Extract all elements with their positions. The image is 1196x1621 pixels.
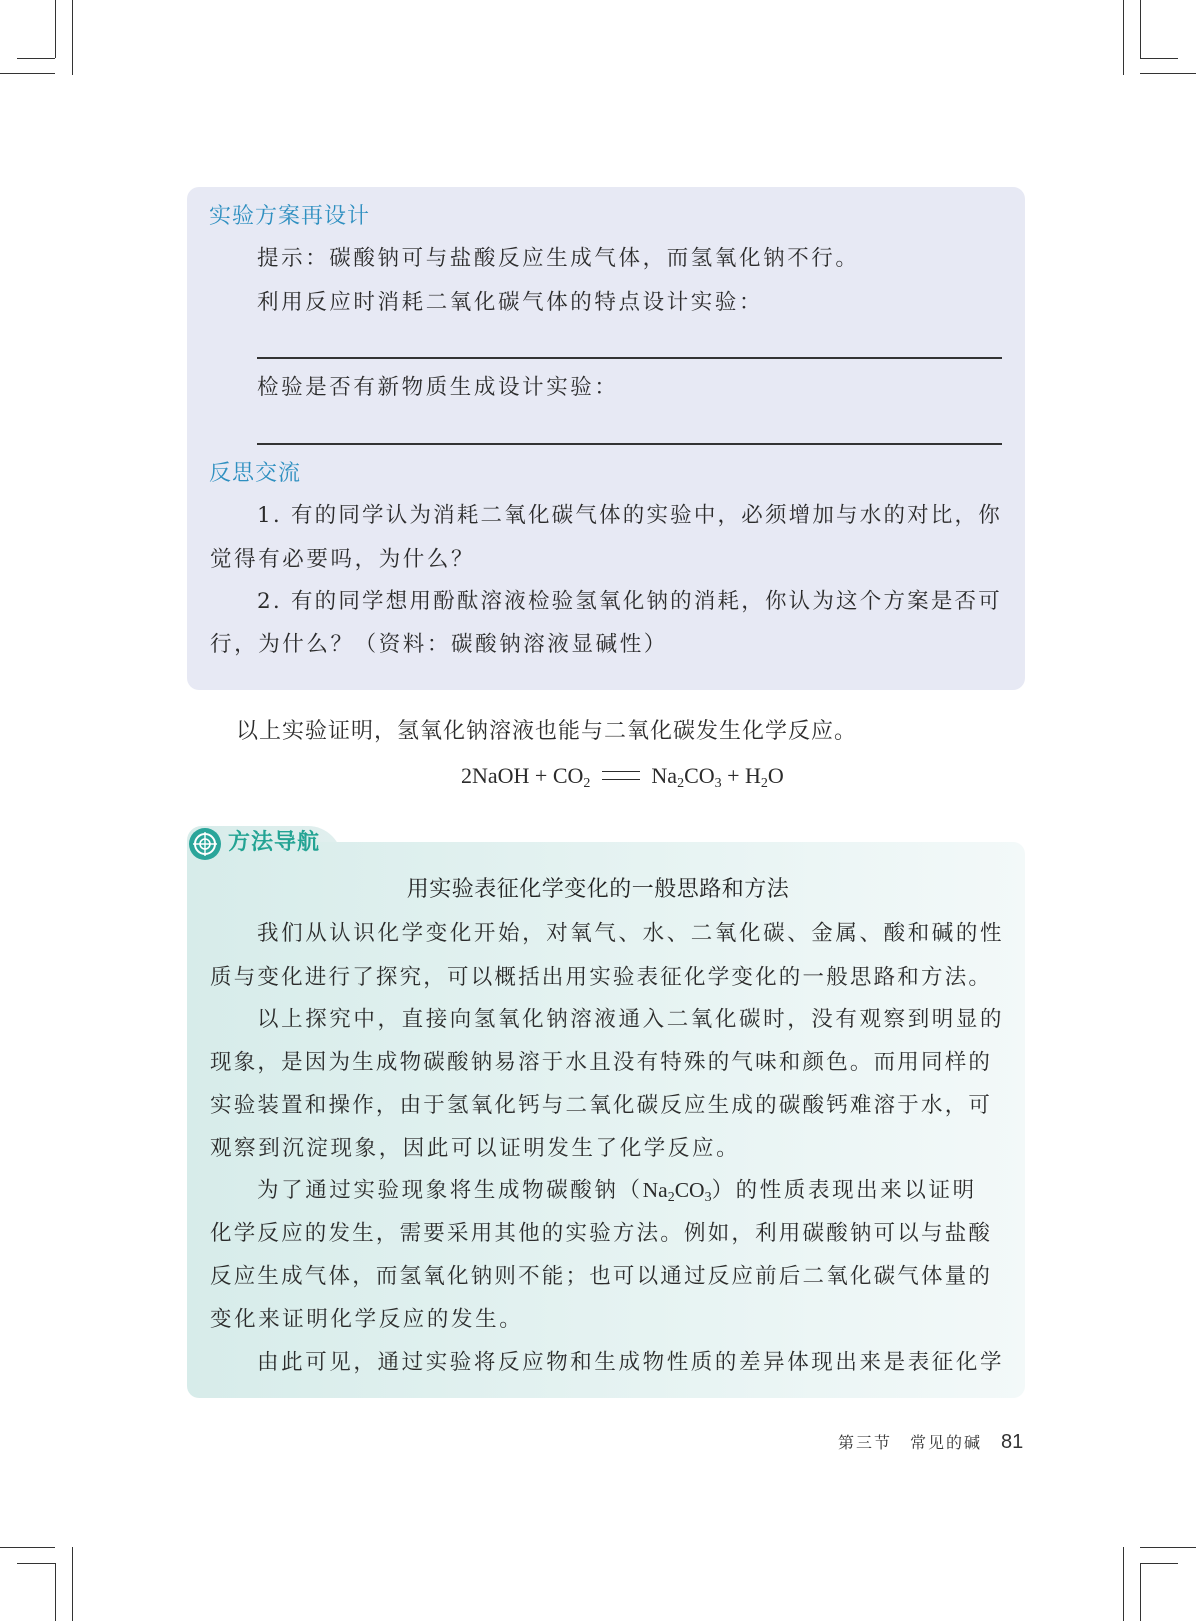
- question-1-line-2: 觉得有必要吗，为什么？: [210, 547, 476, 572]
- method-paragraph-line: 以上探究中，直接向氢氧化钠溶液通入二氧化碳时，没有观察到明显的: [257, 1007, 1005, 1032]
- question-2-line-1: 2. 有的同学想用酚酞溶液检验氢氧化钠的消耗，你认为这个方案是否可: [257, 589, 1002, 614]
- method-paragraph-line: [257, 1180, 977, 1205]
- formula-sub: 3: [704, 1190, 712, 1205]
- paragraph-fragment: 为了通过实验现象将生成物碳酸钠（: [257, 1178, 643, 1203]
- crop-mark: [1140, 1563, 1141, 1621]
- equation-sub: 3: [714, 776, 722, 791]
- crop-mark: [72, 1547, 73, 1621]
- equation-lhs: 2NaOH + CO: [461, 763, 584, 788]
- method-paragraph-line: 实验装置和操作，由于氢氧化钙与二氧化碳反应生成的碳酸钙难溶于水，可: [210, 1093, 993, 1118]
- equation-rhs-o: O: [767, 763, 784, 788]
- conclusion-text: 以上实验证明，氢氧化钠溶液也能与二氧化碳发生化学反应。: [236, 719, 858, 744]
- crop-mark: [0, 1547, 55, 1548]
- method-paragraph-line: 变化来证明化学反应的发生。: [210, 1307, 524, 1332]
- sodium-carbonate-formula: [642, 1178, 712, 1205]
- question-1-line-1: 1. 有的同学认为消耗二氧化碳气体的实验中，必须增加与水的对比，你: [257, 503, 1002, 528]
- page-number: 81: [1001, 1431, 1024, 1453]
- equation-sub: 2: [583, 776, 591, 791]
- chemical-equation: [461, 763, 784, 792]
- method-paragraph-line: 观察到沉淀现象，因此可以证明发生了化学反应。: [210, 1136, 741, 1161]
- compass-icon-graphic: [189, 828, 221, 860]
- crop-mark: [1140, 1547, 1196, 1548]
- equation-sub: 2: [677, 776, 685, 791]
- hint-text: 提示：碳酸钠可与盐酸反应生成气体，而氢氧化钠不行。: [257, 246, 860, 271]
- equation-sub: 2: [760, 776, 768, 791]
- question-2-line-2: 行，为什么？（资料：碳酸钠溶液显碱性）: [210, 632, 668, 657]
- crop-mark: [17, 1563, 55, 1564]
- method-paragraph-line: 现象，是因为生成物碳酸钠易溶于水且没有特殊的气味和颜色。而用同样的: [210, 1050, 993, 1075]
- reflect-title: 反思交流: [209, 461, 302, 486]
- equation-rhs-h: + H: [721, 763, 761, 788]
- method-paragraph-line: 由此可见，通过实验将反应物和生成物性质的差异体现出来是表征化学: [257, 1350, 1005, 1375]
- formula-sub: 2: [667, 1190, 675, 1205]
- section-footer: 第三节 常见的碱: [838, 1433, 983, 1452]
- formula-part: CO: [674, 1178, 705, 1202]
- crop-mark: [72, 0, 73, 75]
- crop-mark: [1140, 0, 1141, 58]
- method-paragraph-line: 质与变化进行了探究，可以概括出用实验表征化学变化的一般思路和方法。: [210, 965, 993, 990]
- crop-mark: [55, 1563, 56, 1621]
- crop-mark: [1123, 0, 1124, 75]
- crop-mark: [1140, 73, 1196, 74]
- compass-icon: [189, 828, 221, 860]
- method-paragraph-line: 我们从认识化学变化开始，对氧气、水、二氧化碳、金属、酸和碱的性: [257, 921, 1005, 946]
- equation-rhs-co: CO: [684, 763, 715, 788]
- crop-mark: [0, 73, 55, 74]
- crop-mark: [1140, 1563, 1178, 1564]
- design-prompt-2: 检验是否有新物质生成设计实验：: [257, 375, 619, 400]
- redesign-title: 实验方案再设计: [209, 204, 371, 229]
- formula-part: Na: [642, 1178, 668, 1202]
- method-paragraph-line: 化学反应的发生，需要采用其他的实验方法。例如，利用碳酸钠可以与盐酸: [210, 1221, 993, 1246]
- method-heading: 用实验表征化学变化的一般思路和方法: [406, 877, 790, 902]
- crop-mark: [1140, 58, 1178, 59]
- method-tab-label: 方法导航: [228, 830, 321, 855]
- crop-mark: [17, 58, 55, 59]
- answer-blank-1[interactable]: [257, 357, 1002, 359]
- design-prompt-1: 利用反应时消耗二氧化碳气体的特点设计实验：: [257, 290, 764, 315]
- equation-rhs-na: Na: [651, 763, 678, 788]
- crop-mark: [1123, 1547, 1124, 1621]
- paragraph-fragment: ）的性质表现出来以证明: [711, 1178, 977, 1203]
- equals-sign: [602, 771, 640, 780]
- answer-blank-2[interactable]: [257, 443, 1002, 445]
- method-paragraph-line: 反应生成气体，而氢氧化钠则不能；也可以通过反应前后二氧化碳气体量的: [210, 1264, 993, 1289]
- crop-mark: [55, 0, 56, 58]
